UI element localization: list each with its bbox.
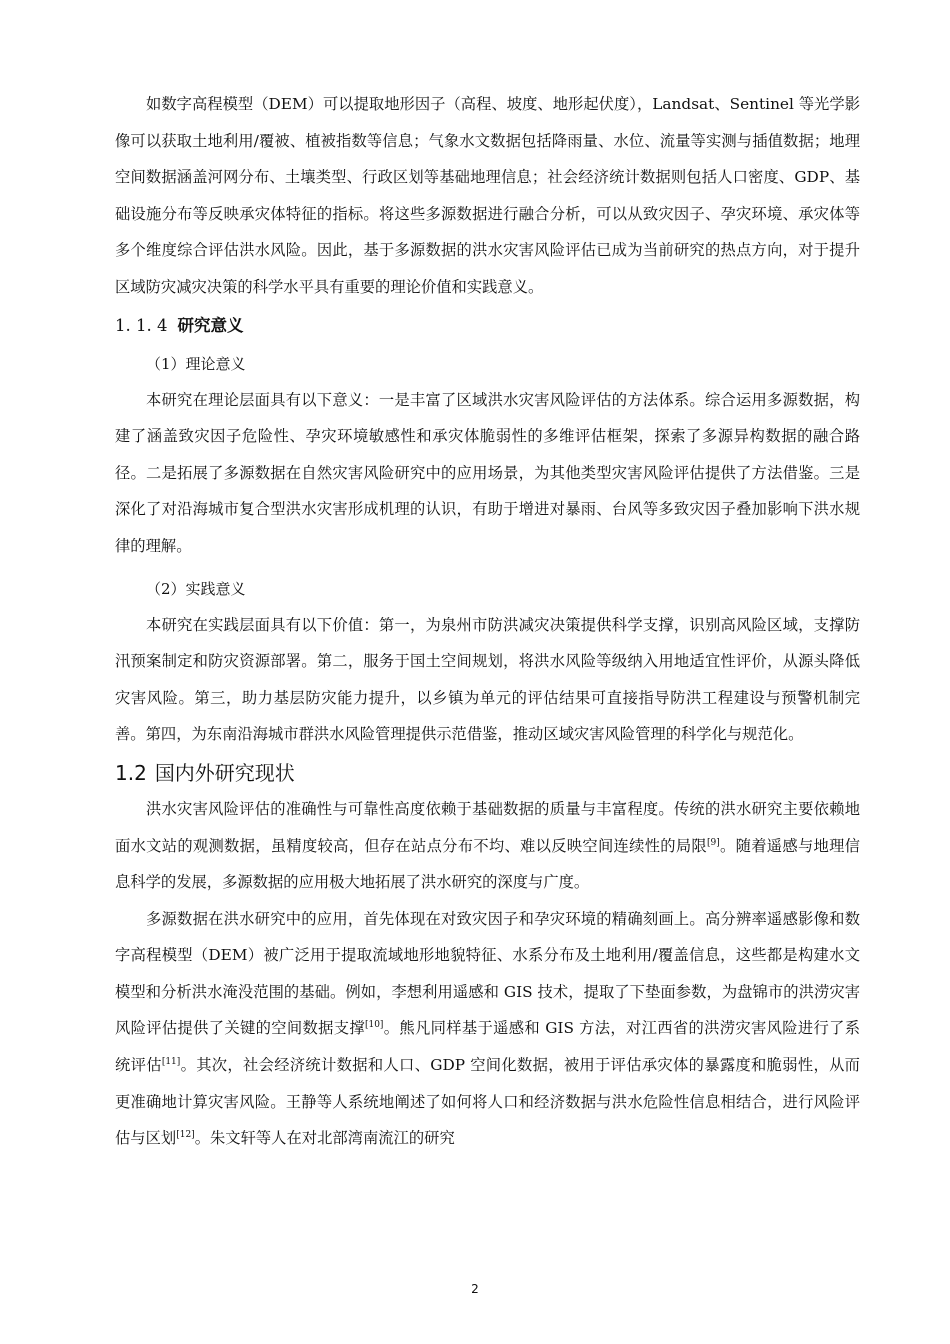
section-heading-1-1-4 bbox=[115, 308, 860, 344]
section-title: 国内外研究现状 bbox=[154, 760, 295, 785]
text-run: 。其次，社会经济统计数据和人口、GDP 空间化数据，被用于评估承灾体的暴露度和脆弱性，从而更准确地计算灾害风险。王静等人系统地阐述了如何将人口和经济数据与洪水危险性信息相结合，进行风险评估与区划 bbox=[115, 1056, 860, 1148]
intro-paragraph: 如数字高程模型（DEM）可以提取地形因子（高程、坡度、地形起伏度），Landsat、Sentinel 等光学影像可以获取土地利用/覆被、植被指数等信息；气象水文数据包括降雨量、水位、流量等实测与插值数据；地理空间数据涵盖河网分布、土壤类型、行政区划等基础地理信息；社会经济统计数据则包括人口密度、GDP、基础设施分布等反映承灾体特征的指标。将这些多源数据进行融合分析，可以从致灾因子、孕灾环境、承灾体等多个维度综合评估洪水风险。因此，基于多源数据的洪水灾害风险评估已成为当前研究的热点方向，对于提升区域防灾减灾决策的科学水平具有重要的理论价值和实践意义。 bbox=[115, 95, 860, 296]
section-title: 研究意义 bbox=[177, 315, 244, 335]
citation: [9] bbox=[707, 837, 720, 848]
practice-subheading: （2）实践意义 bbox=[146, 579, 246, 598]
text-run: 。熊凡同样基于遥感和 GIS 方法，对江西省的洪涝灾害风险进行了系统评估 bbox=[115, 1019, 860, 1075]
section-number: 1. 1. 4 bbox=[115, 315, 168, 335]
text-run: 。随着遥感与地理信息科学的发展，多源数据的应用极大地拓展了洪水研究的深度与广度。 bbox=[115, 836, 860, 892]
section-heading-1-2 bbox=[115, 755, 860, 791]
theory-subheading: （1）理论意义 bbox=[146, 354, 246, 373]
text-run: 多源数据在洪水研究中的应用，首先体现在对致灾因子和孕灾环境的精确刻画上。高分辨率遥感影像和数字高程模型（DEM）被广泛用于提取流域地形地貌特征、水系分布及土地利用/覆盖信息，这些都是构建水文模型和分析洪水淹没范围的基础。例如，李想利用遥感和 GIS 技术，提取了下垫面参数，为盘锦市的洪涝灾害风险评估提供了关键的空间数据支撑 bbox=[115, 909, 860, 1038]
citation: [12] bbox=[176, 1130, 195, 1141]
theory-paragraph: 本研究在理论层面具有以下意义：一是丰富了区域洪水灾害风险评估的方法体系。综合运用多源数据，构建了涵盖致灾因子危险性、孕灾环境敏感性和承灾体脆弱性的多维评估框架，探索了多源异构数据的融合路径。二是拓展了多源数据在自然灾害风险研究中的应用场景，为其他类型灾害风险评估提供了方法借鉴。三是深化了对沿海城市复合型洪水灾害形成机理的认识，有助于增进对暴雨、台风等多致灾因子叠加影响下洪水规律的理解。 bbox=[115, 390, 860, 555]
page-number: 2 bbox=[471, 1282, 479, 1296]
practice-paragraph: 本研究在实践层面具有以下价值：第一，为泉州市防洪减灾决策提供科学支撑，识别高风险区域，支撑防汛预案制定和防灾资源部署。第二，服务于国土空间规划，将洪水风险等级纳入用地适宜性评价，从源头降低灾害风险。第三，助力基层防灾能力提升，以乡镇为单元的评估结果可直接指导防洪工程建设与预警机制完善。第四，为东南沿海城市群洪水风险管理提供示范借鉴，推动区域灾害风险管理的科学化与规范化。 bbox=[115, 615, 860, 744]
research-status-paragraph-2 bbox=[115, 901, 860, 1157]
section-number: 1.2 bbox=[115, 760, 147, 785]
citation: [10] bbox=[364, 1020, 384, 1031]
text-run: 洪水灾害风险评估的准确性与可靠性高度依赖于基础数据的质量与丰富程度。传统的洪水研究主要依赖地面水文站的观测数据，虽精度较高，但存在站点分布不均、难以反映空间连续性的局限 bbox=[115, 799, 860, 855]
research-status-paragraph-1 bbox=[115, 791, 860, 901]
text-run: 。朱文轩等人在对北部湾南流江的研究 bbox=[194, 1129, 455, 1148]
citation: [11] bbox=[161, 1056, 181, 1067]
page-content bbox=[115, 86, 860, 1157]
